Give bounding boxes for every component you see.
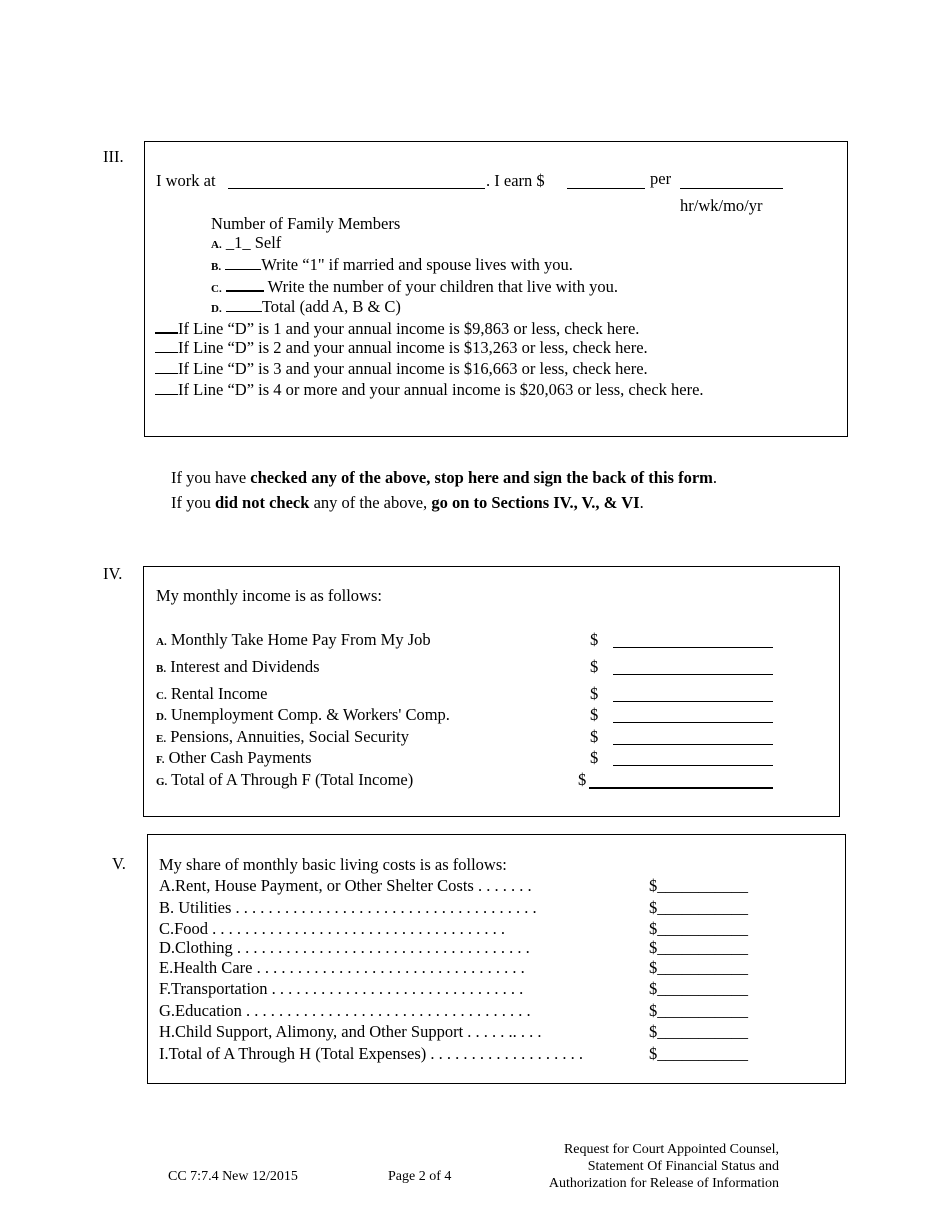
income-amount-field[interactable]	[613, 701, 773, 702]
form-title-line: Authorization for Release of Information	[548, 1176, 779, 1191]
item-text: Total (add A, B & C)	[261, 297, 401, 316]
item-letter: G.	[156, 776, 168, 788]
income-heading: My monthly income is as follows:	[156, 586, 382, 605]
bold-text: did not check	[215, 493, 310, 512]
expense-row: D.Clothing . . . . . . . . . . . . . . . . . . . . . . . . . . . . . . . . . . . .	[159, 938, 530, 957]
pay-period-hint: hr/wk/mo/yr	[680, 196, 763, 215]
checkbox-blank[interactable]	[155, 380, 178, 395]
currency-sign: $	[578, 770, 587, 789]
item-letter: C.	[156, 690, 167, 702]
item-letter: D.	[211, 303, 222, 315]
text: .	[639, 493, 644, 512]
form-title-line: Statement Of Financial Status and	[587, 1159, 779, 1174]
income-amount-field[interactable]	[589, 787, 773, 789]
check-text: If Line “D” is 3 and your annual income is $16,663 or less, check here.	[178, 359, 648, 378]
expense-amount-field[interactable]: $___________	[649, 1044, 748, 1063]
section-3-label: III.	[103, 147, 124, 166]
currency-sign: $	[590, 684, 599, 703]
earnings-field[interactable]	[567, 188, 645, 189]
item-text: Write “1" if married and spouse lives with you.	[261, 255, 573, 274]
total-family-field[interactable]	[226, 297, 262, 312]
instruction-line-1	[171, 469, 717, 487]
page-number: Page 2 of 4	[388, 1169, 452, 1184]
expense-amount-field[interactable]: $___________	[649, 876, 748, 895]
family-item-c	[211, 276, 618, 298]
earn-label: . I earn $	[486, 171, 545, 190]
form-title-line: Request for Court Appointed Counsel,	[563, 1142, 779, 1157]
currency-sign: $	[590, 748, 599, 767]
currency-sign: $	[590, 657, 599, 676]
expense-row: F.Transportation . . . . . . . . . . . . . . . . . . . . . . . . . . . . . . .	[159, 979, 524, 998]
expense-amount-field[interactable]: $___________	[649, 898, 748, 917]
expense-row: I.Total of A Through H (Total Expenses) . . . . . . . . . . . . . . . . . . .	[159, 1044, 584, 1063]
expense-row: B. Utilities . . . . . . . . . . . . . . . . . . . . . . . . . . . . . . . . . . . . .	[159, 898, 537, 917]
check-text: If Line “D” is 2 and your annual income is $13,263 or less, check here.	[178, 338, 648, 357]
bold-text: checked any of the above, stop here and sign the back of this form	[250, 468, 713, 487]
item-letter: C.	[211, 283, 222, 295]
checkbox-blank[interactable]	[155, 318, 178, 334]
section-5-label: V.	[112, 854, 126, 873]
form-code: CC 7:7.4 New 12/2015	[168, 1169, 298, 1184]
expense-amount-field[interactable]: $___________	[649, 919, 748, 938]
income-row	[156, 706, 450, 726]
income-check-2	[155, 338, 648, 357]
text: .	[712, 468, 718, 487]
item-letter: A.	[156, 636, 167, 648]
self-count: _1_	[225, 233, 251, 252]
checkbox-blank[interactable]	[155, 338, 178, 353]
family-item-d	[211, 297, 401, 318]
income-amount-field[interactable]	[613, 674, 773, 675]
income-row	[156, 658, 320, 678]
family-item-a	[211, 234, 281, 254]
bold-text: go on to Sections IV., V., & VI	[431, 493, 640, 512]
pay-period-field[interactable]	[680, 188, 783, 189]
expense-amount-field[interactable]: $___________	[649, 1001, 748, 1020]
check-text: If Line “D” is 4 or more and your annual income is $20,063 or less, check here.	[178, 380, 704, 399]
expenses-heading: My share of monthly basic living costs is as follows:	[159, 855, 507, 874]
item-letter: F.	[156, 754, 165, 766]
expense-amount-field[interactable]: $___________	[649, 938, 748, 957]
item-letter: B.	[156, 663, 167, 675]
income-row	[156, 771, 413, 791]
income-amount-field[interactable]	[613, 647, 773, 648]
spouse-field[interactable]	[225, 255, 261, 270]
section-4-label: IV.	[103, 564, 123, 583]
item-text: Monthly Take Home Pay From My Job	[170, 630, 431, 649]
text: any of the above,	[309, 493, 432, 512]
expense-row: C.Food . . . . . . . . . . . . . . . . . . . . . . . . . . . . . . . . . . . .	[159, 919, 506, 938]
text: If you	[171, 493, 215, 512]
item-text: Unemployment Comp. & Workers' Comp.	[170, 705, 450, 724]
check-text: If Line “D” is 1 and your annual income is $9,863 or less, check here.	[178, 319, 640, 338]
text: If you have	[171, 468, 251, 487]
item-text: Self	[254, 233, 282, 252]
per-label: per	[650, 169, 672, 188]
family-members-heading: Number of Family Members	[211, 214, 401, 233]
instruction-line-2	[171, 494, 644, 512]
item-text: Total of A Through F (Total Income)	[171, 770, 414, 789]
income-row	[156, 728, 409, 748]
employer-field[interactable]	[228, 188, 485, 189]
family-item-b	[211, 255, 573, 276]
expense-row: H.Child Support, Alimony, and Other Support . . . . . .. . . .	[159, 1022, 542, 1041]
income-row	[156, 685, 268, 705]
item-letter: A.	[211, 239, 222, 251]
income-check-3	[155, 359, 648, 378]
currency-sign: $	[590, 705, 599, 724]
item-text: Pensions, Annuities, Social Security	[170, 727, 410, 746]
income-amount-field[interactable]	[613, 765, 773, 766]
income-row	[156, 631, 431, 651]
item-letter: B.	[211, 261, 222, 273]
expense-amount-field[interactable]: $___________	[649, 958, 748, 977]
currency-sign: $	[590, 630, 599, 649]
item-letter: D.	[156, 711, 167, 723]
currency-sign: $	[590, 727, 599, 746]
checkbox-blank[interactable]	[155, 359, 178, 374]
item-text: Write the number of your children that live with you.	[267, 277, 618, 296]
item-text: Other Cash Payments	[168, 748, 312, 767]
expense-amount-field[interactable]: $___________	[649, 979, 748, 998]
income-amount-field[interactable]	[613, 722, 773, 723]
item-text: Interest and Dividends	[170, 657, 320, 676]
expense-row: G.Education . . . . . . . . . . . . . . . . . . . . . . . . . . . . . . . . . . .	[159, 1001, 531, 1020]
income-check-1	[155, 318, 639, 338]
children-field[interactable]	[226, 276, 264, 292]
form-title	[549, 1141, 779, 1192]
expense-row: E.Health Care . . . . . . . . . . . . . . . . . . . . . . . . . . . . . . . . .	[159, 958, 525, 977]
work-at-label: I work at	[156, 171, 216, 190]
item-letter: E.	[156, 733, 167, 745]
income-check-4	[155, 380, 704, 399]
expense-row: A.Rent, House Payment, or Other Shelter Costs . . . . . . .	[159, 876, 532, 895]
income-row	[156, 749, 312, 769]
expense-amount-field[interactable]: $___________	[649, 1022, 748, 1041]
item-text: Rental Income	[170, 684, 268, 703]
income-amount-field[interactable]	[613, 744, 773, 745]
